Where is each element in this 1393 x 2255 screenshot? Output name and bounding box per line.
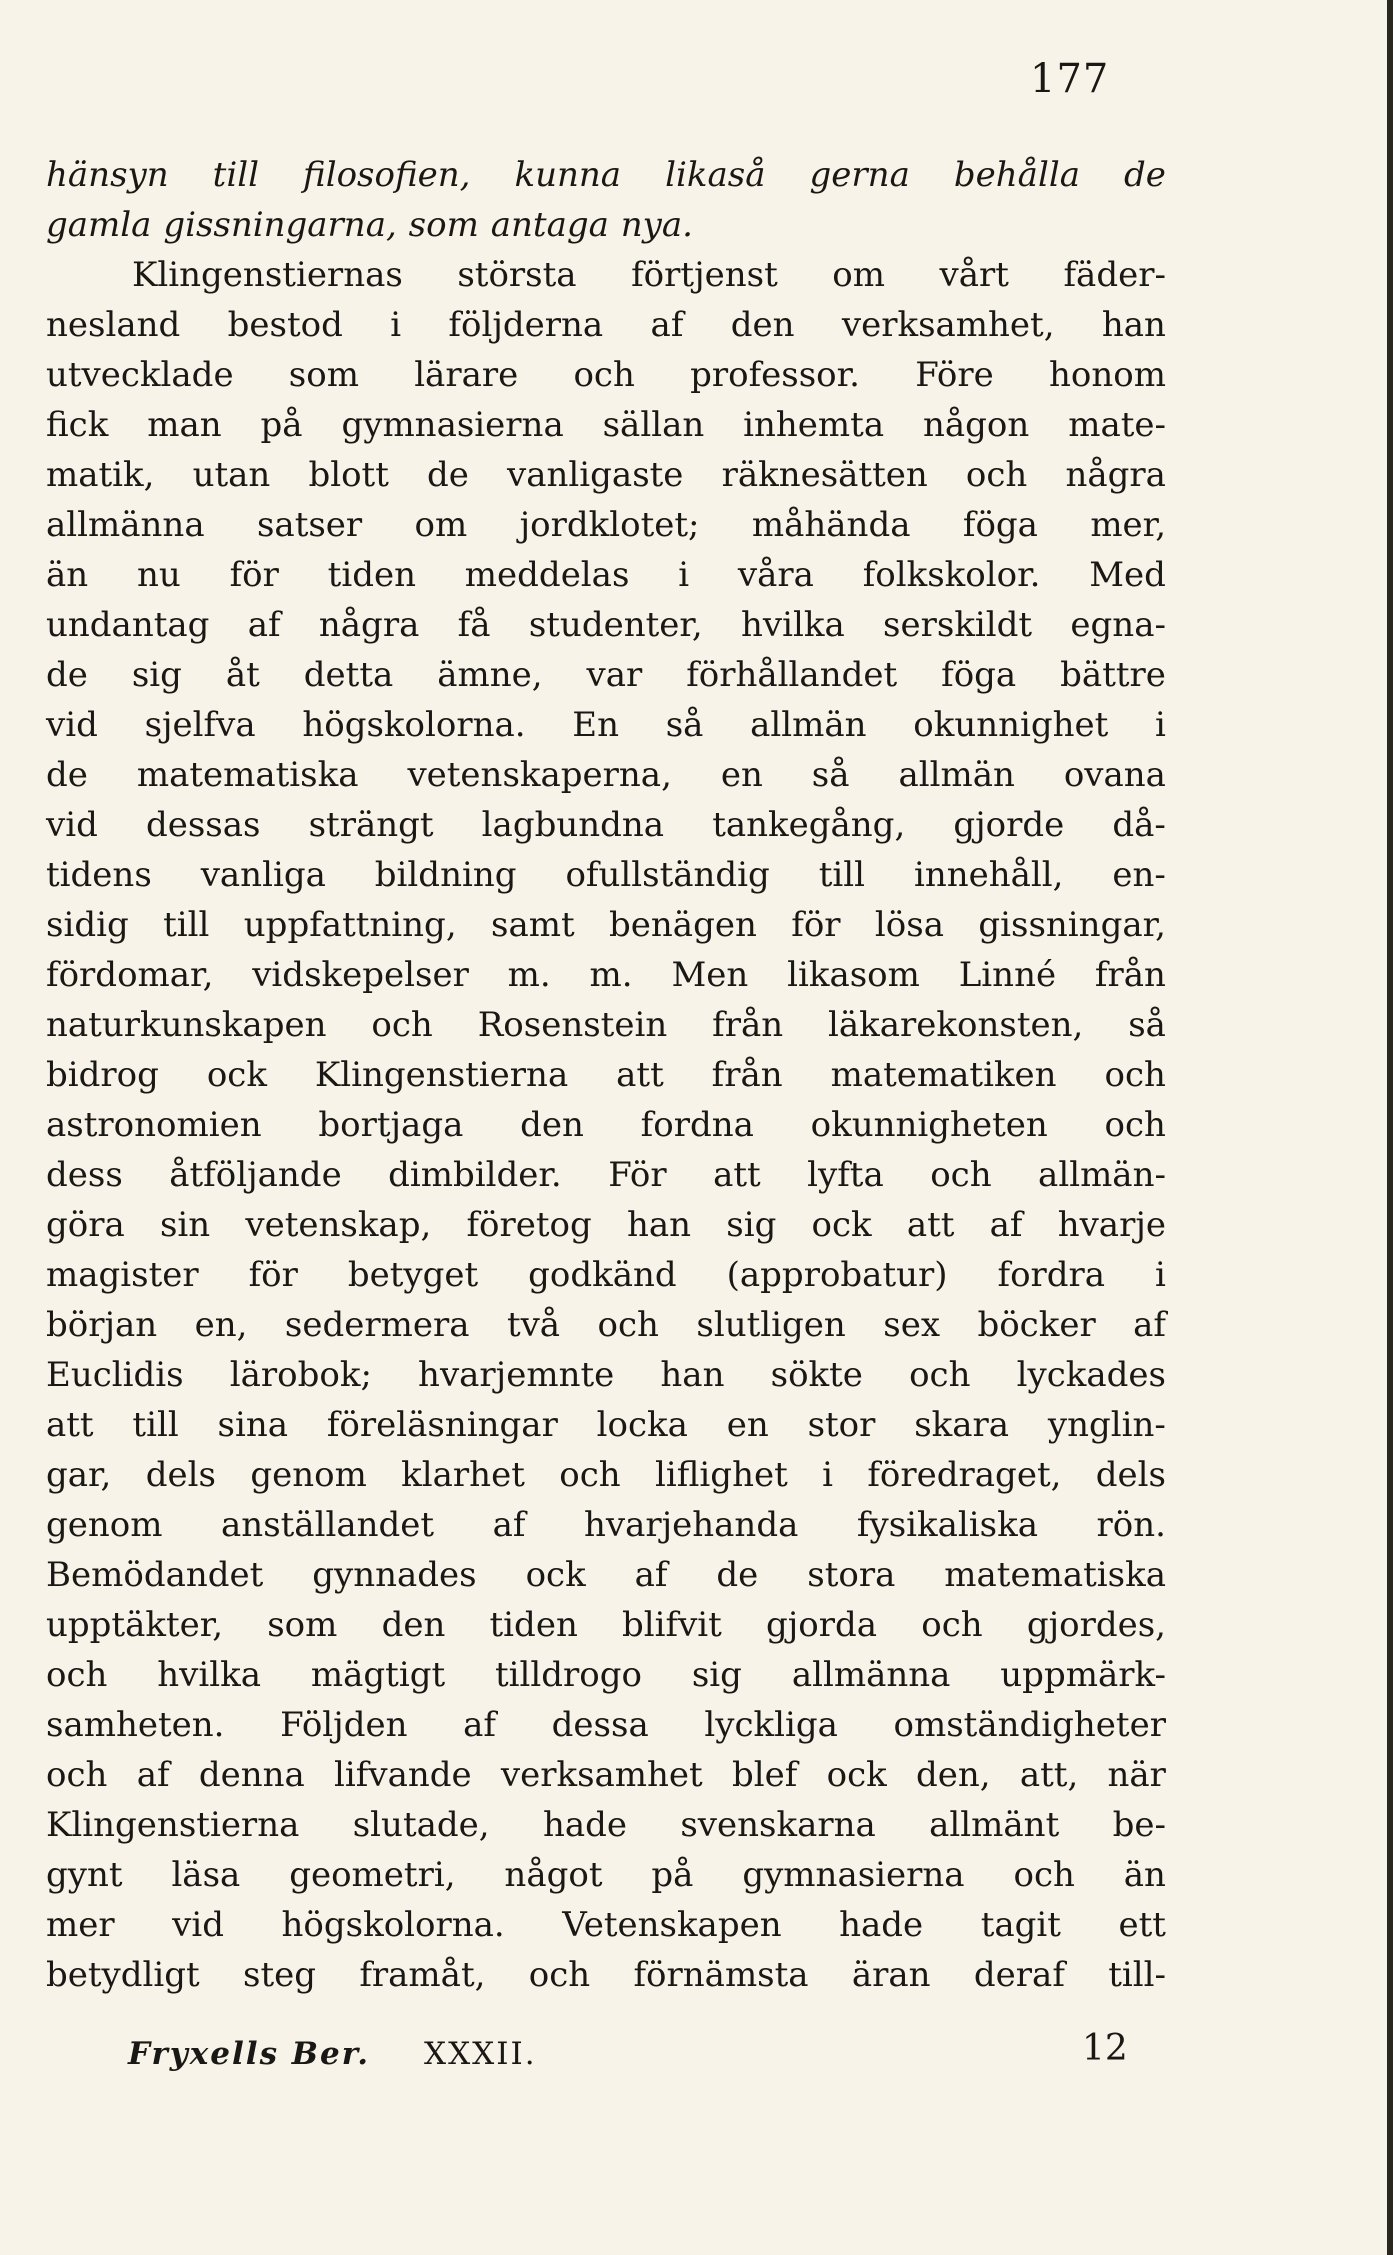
- text-line: Klingenstierna slutade, hade svenskarna allmänt be-: [46, 1805, 1166, 1845]
- sheet-number: 12: [1082, 2028, 1128, 2069]
- printer-signature: Fryxells Ber.: [128, 2036, 371, 2072]
- text-line: gamla gissningarna, som antaga nya.: [46, 205, 693, 245]
- text-line: samheten. Följden af dessa lyckliga omständigheter: [46, 1705, 1166, 1745]
- text-line: magister för betyget godkänd (approbatur) fordra i: [46, 1255, 1166, 1295]
- text-line: nesland bestod i följderna af den verksamhet, han: [46, 305, 1166, 345]
- text-line: de sig åt detta ämne, var förhållandet föga bättre: [46, 655, 1166, 695]
- text-line: utvecklade som lärare och professor. Före honom: [46, 355, 1166, 395]
- text-line: gynt läsa geometri, något på gymnasierna och än: [46, 1855, 1166, 1895]
- text-line: tidens vanliga bildning ofullständig till innehåll, en-: [46, 855, 1166, 895]
- text-line: vid dessas strängt lagbundna tankegång, gjorde då-: [46, 805, 1166, 845]
- body-text: [46, 150, 1166, 2000]
- text-line: Klingenstiernas största förtjenst om vårt fäder-: [132, 255, 1166, 295]
- text-line: betydligt steg framåt, och förnämsta äran deraf till-: [46, 1955, 1166, 1995]
- page-edge-shadow: [1387, 0, 1393, 2255]
- text-line: gar, dels genom klarhet och liflighet i föredraget, dels: [46, 1455, 1166, 1495]
- text-line: och hvilka mägtigt tilldrogo sig allmänna uppmärk-: [46, 1655, 1166, 1695]
- text-line: att till sina föreläsningar locka en stor skara ynglin-: [46, 1405, 1166, 1445]
- text-line: de matematiska vetenskaperna, en så allmän ovana: [46, 755, 1166, 795]
- text-line: och af denna lifvande verksamhet blef ock den, att, när: [46, 1755, 1166, 1795]
- text-line: mer vid högskolorna. Vetenskapen hade tagit ett: [46, 1905, 1166, 1945]
- volume-number: XXXII.: [424, 2036, 537, 2072]
- text-line: upptäkter, som den tiden blifvit gjorda och gjordes,: [46, 1605, 1166, 1645]
- text-line: allmänna satser om jordklotet; måhända föga mer,: [46, 505, 1166, 545]
- text-line: fick man på gymnasierna sällan inhemta någon mate-: [46, 405, 1166, 445]
- text-line: hänsyn till filosofien, kunna likaså gerna behålla de: [46, 155, 1166, 195]
- text-line: bidrog ock Klingenstierna att från matematiken och: [46, 1055, 1166, 1095]
- text-line: naturkunskapen och Rosenstein från läkarekonsten, så: [46, 1005, 1166, 1045]
- text-line: fördomar, vidskepelser m. m. Men likasom Linné från: [46, 955, 1166, 995]
- text-line: Euclidis lärobok; hvarjemnte han sökte och lyckades: [46, 1355, 1166, 1395]
- text-line: undantag af några få studenter, hvilka serskildt egna-: [46, 605, 1166, 645]
- text-line: göra sin vetenskap, företog han sig ock att af hvarje: [46, 1205, 1166, 1245]
- text-line: genom anställandet af hvarjehanda fysikaliska rön.: [46, 1505, 1166, 1545]
- text-line: sidig till uppfattning, samt benägen för lösa gissningar,: [46, 905, 1166, 945]
- text-line: matik, utan blott de vanligaste räknesätten och några: [46, 455, 1166, 495]
- text-line: vid sjelfva högskolorna. En så allmän okunnighet i: [46, 705, 1166, 745]
- text-line: början en, sedermera två och slutligen sex böcker af: [46, 1305, 1166, 1345]
- text-line: astronomien bortjaga den fordna okunnigheten och: [46, 1105, 1166, 1145]
- text-line: än nu för tiden meddelas i våra folkskolor. Med: [46, 555, 1166, 595]
- page-number: 177: [1030, 56, 1110, 102]
- text-line: dess åtföljande dimbilder. För att lyfta och allmän-: [46, 1155, 1166, 1195]
- text-line: Bemödandet gynnades ock af de stora matematiska: [46, 1555, 1166, 1595]
